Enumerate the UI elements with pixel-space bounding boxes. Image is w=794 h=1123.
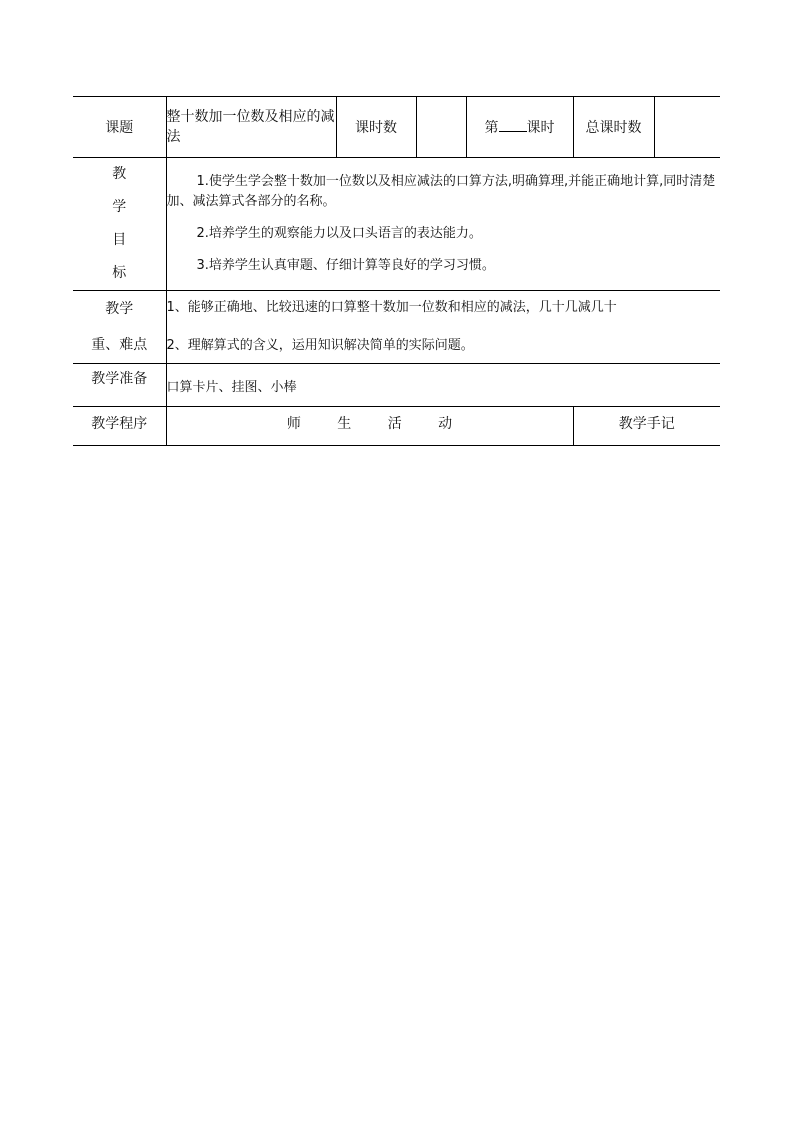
key-points-content — [166, 291, 720, 364]
hours-value — [416, 97, 466, 158]
topic-label: 课题 — [73, 97, 166, 158]
goals-label: 教 学 目 标 — [73, 158, 166, 291]
goal-item: 3.培养学生认真审题、仔细计算等良好的学习习惯。 — [196, 258, 495, 273]
preparation-label: 教学准备 — [73, 364, 166, 407]
goals-content — [166, 158, 720, 291]
notes-header: 教学手记 — [573, 407, 720, 446]
lesson-plan-table — [73, 96, 720, 446]
key-points-label: 教学 重、难点 — [73, 291, 166, 364]
key-points-row — [73, 291, 720, 364]
preparation-row — [73, 364, 720, 407]
total-hours-label: 总课时数 — [573, 97, 654, 158]
preparation-value: 口算卡片、挂图、小棒 — [166, 364, 720, 407]
goal-item: 2.培养学生的观察能力以及口头语言的表达能力。 — [196, 226, 482, 241]
activity-header: 师 生 活 动 — [166, 407, 573, 446]
total-hours-value — [654, 97, 720, 158]
header-row — [73, 97, 720, 158]
lesson-prefix: 第 — [484, 120, 499, 136]
goal-item: 1.使学生学会整十数加一位数以及相应减法的口算方法,明确算理,并能正确地计算,同时清楚加、减法算式各部分的名称。 — [166, 174, 716, 209]
topic-value: 整十数加一位数及相应的减法 — [166, 97, 336, 158]
goals-row — [73, 158, 720, 291]
procedure-row — [73, 407, 720, 446]
procedure-label: 教学程序 — [73, 407, 166, 446]
lesson-number — [466, 97, 573, 158]
key-point-item: 1、能够正确地、比较迅速的口算整十数加一位数和相应的减法，几十几减几十 — [166, 300, 617, 315]
lesson-blank — [499, 117, 527, 132]
lesson-suffix: 课时 — [526, 120, 555, 136]
hours-label: 课时数 — [336, 97, 416, 158]
key-point-item: 2、理解算式的含义，运用知识解决简单的实际问题。 — [166, 338, 474, 353]
